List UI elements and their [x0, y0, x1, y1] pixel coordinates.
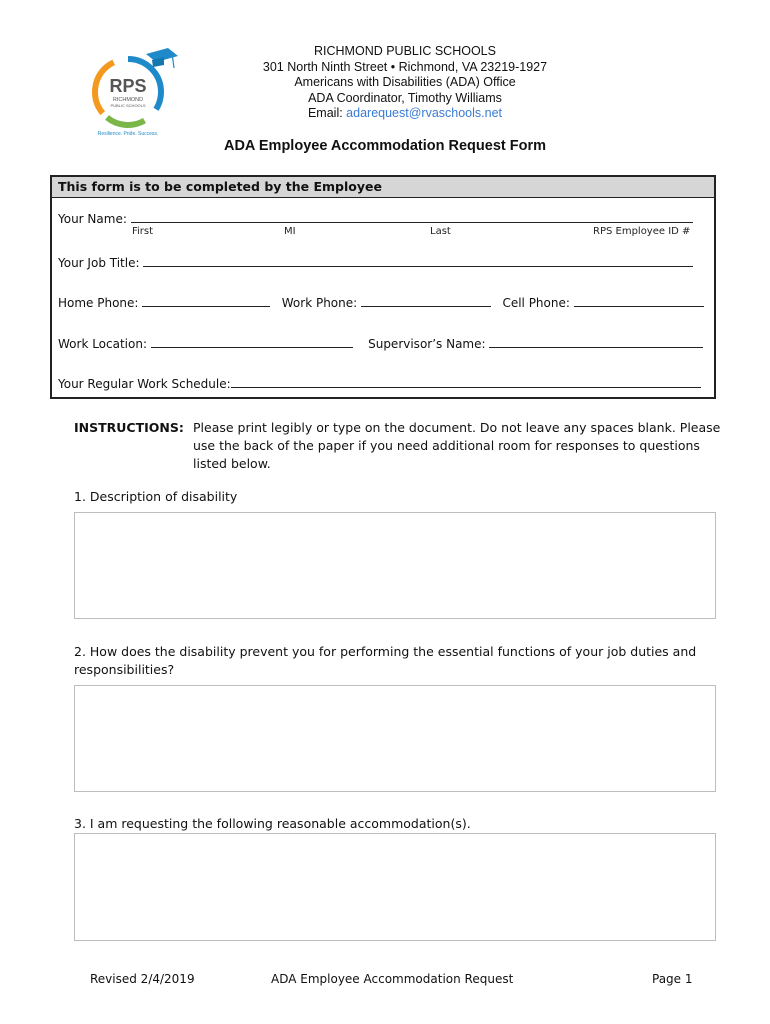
- org-address: 301 North Ninth Street • Richmond, VA 23219-1927: [262, 59, 548, 74]
- email-label: Email:: [307, 106, 347, 120]
- name-sub-employee-id: RPS Employee ID #: [593, 226, 691, 237]
- name-sub-first: First: [132, 226, 154, 237]
- ada-office: Americans with Disabilities (ADA) Office: [294, 75, 516, 89]
- name-row: [58, 209, 693, 226]
- ada-coordinator: ADA Coordinator, Timothy Williams: [308, 90, 502, 105]
- answer-box-1[interactable]: [74, 512, 716, 619]
- work-location-label: Work Location:: [58, 337, 147, 351]
- name-label: Your Name:: [58, 212, 127, 226]
- logo-line1: RICHMOND: [112, 97, 144, 103]
- answer-box-3[interactable]: [74, 833, 716, 941]
- question-3: 3. I am requesting the following reasonable accommodation(s).: [74, 816, 471, 831]
- logo-line2: PUBLIC SCHOOLS: [110, 103, 146, 108]
- org-name: RICHMOND PUBLIC SCHOOLS: [314, 44, 496, 58]
- location-row: [58, 334, 703, 351]
- name-sub-mi: MI: [284, 226, 296, 237]
- rps-logo: [88, 44, 180, 136]
- job-title-field[interactable]: [143, 253, 693, 267]
- employee-info-box: [50, 175, 716, 399]
- name-sub-last: Last: [430, 226, 451, 237]
- form-title: ADA Employee Accommodation Request Form: [223, 138, 546, 154]
- instructions-text: Please print legibly or type on the document. Do not leave any spaces blank. Please use the back of the paper if you need additional room for responses to questions listed below.: [193, 420, 721, 471]
- logo-arc-text: Resilience. Pride. Success.: [97, 131, 159, 136]
- schedule-field[interactable]: [231, 374, 701, 388]
- job-title-row: [58, 253, 693, 270]
- letterhead: [230, 44, 580, 122]
- question-2: 2. How does the disability prevent you for performing the essential functions of your job duties and responsibilities?: [74, 644, 697, 677]
- home-phone-field[interactable]: [142, 293, 270, 307]
- work-phone-label: Work Phone:: [281, 296, 358, 310]
- answer-box-2[interactable]: [74, 685, 716, 792]
- schedule-row: [58, 374, 701, 391]
- home-phone-label: Home Phone:: [58, 296, 139, 310]
- instructions-label: INSTRUCTIONS:: [74, 420, 184, 435]
- phone-row: [58, 293, 704, 310]
- email-link[interactable]: adarequest@rvaschools.net: [346, 106, 503, 120]
- logo-abbrev: RPS: [109, 76, 147, 96]
- name-field[interactable]: [131, 209, 693, 223]
- email-line: [230, 106, 580, 122]
- cell-phone-label: Cell Phone:: [502, 296, 570, 310]
- supervisor-label: Supervisor’s Name:: [368, 337, 486, 351]
- footer-revised: Revised 2/4/2019: [90, 972, 195, 986]
- supervisor-field[interactable]: [489, 334, 703, 348]
- question-1: 1. Description of disability: [74, 489, 238, 504]
- work-phone-field[interactable]: [361, 293, 491, 307]
- cell-phone-field[interactable]: [574, 293, 704, 307]
- employee-box-header: This form is to be completed by the Employee: [52, 177, 714, 198]
- footer-page: Page 1: [652, 972, 693, 986]
- footer-doc-name: ADA Employee Accommodation Request: [271, 972, 514, 986]
- job-title-label: Your Job Title:: [58, 256, 140, 270]
- work-location-field[interactable]: [151, 334, 353, 348]
- schedule-label: Your Regular Work Schedule:: [58, 377, 231, 391]
